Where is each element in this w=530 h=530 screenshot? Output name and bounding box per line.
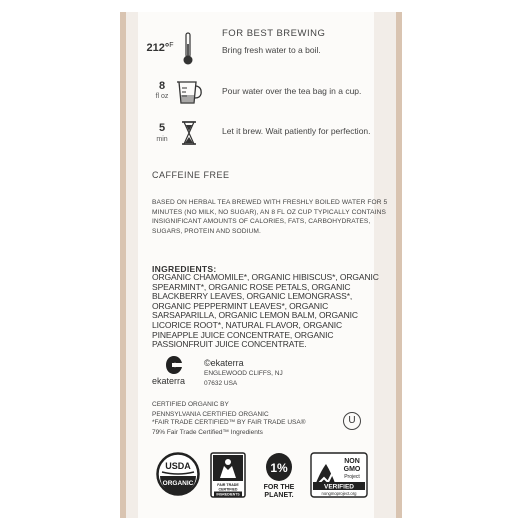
company-name: ©ekaterra	[204, 358, 244, 368]
brewing-heading: FOR BEST BREWING	[222, 28, 326, 39]
temperature-value: 212°$^F$	[146, 42, 174, 54]
measuring-cup-icon	[174, 78, 204, 106]
svg-text:CERTIFIED: CERTIFIED	[218, 487, 238, 492]
nutrition-note: BASED ON HERBAL TEA BREWED WITH FRESHLY BOILED WATER FOR 5 MINUTES (NO MILK, NO SUGAR), AN 8 FL OZ CUP TYPICALLY CONTAINS INSIGNIFICANT AMOUNTS OF CALORIES, FATS, CARBOHYDRATES, SUGARS, PROTEIN AND SODIUM.	[152, 199, 388, 235]
svg-text:INGREDIENTS: INGREDIENTS	[216, 492, 240, 497]
time-unit: min	[156, 136, 168, 143]
svg-text:FAIR TRADE: FAIR TRADE	[217, 483, 239, 487]
fair-line-1: *FAIR TRADE CERTIFIED™ BY FAIR TRADE USA®	[152, 419, 306, 426]
cert-line-1: CERTIFIED ORGANIC BY	[152, 401, 229, 408]
svg-text:1%: 1%	[270, 461, 288, 475]
volume-value: 8	[158, 80, 166, 92]
ingredients-title: INGREDIENTS:	[152, 264, 217, 274]
ekaterra-logo-icon	[165, 355, 183, 375]
svg-text:ORGANIC: ORGANIC	[162, 480, 194, 487]
ekaterra-wordmark: ekaterra	[152, 376, 186, 386]
volume-unit: fl oz	[155, 93, 169, 100]
svg-text:nongmoproject.org: nongmoproject.org	[321, 491, 357, 496]
time-value: 5	[158, 122, 166, 134]
svg-text:USDA: USDA	[165, 461, 191, 471]
usda-organic-seal-icon	[156, 452, 200, 496]
svg-text:NON: NON	[344, 458, 360, 465]
hourglass-icon	[180, 120, 198, 146]
svg-text:VERIFIED: VERIFIED	[324, 483, 354, 491]
address-line-1: ENGLEWOOD CLIFFS, NJ	[204, 370, 283, 377]
organic-certification	[152, 400, 269, 419]
fair-line-2: 79% Fair Trade Certified™ Ingredients	[152, 428, 263, 436]
address-line-2: 07632 USA	[204, 379, 238, 387]
caffeine-free-label: CAFFEINE FREE	[152, 170, 230, 180]
kosher-symbol-icon: U	[343, 412, 361, 430]
step-brew-text: Let it brew. Wait patiently for perfection.	[222, 126, 371, 136]
svg-text:PLANET.: PLANET.	[264, 492, 294, 498]
fair-trade-note	[152, 418, 305, 437]
non-gmo-project-verified-icon	[310, 452, 368, 498]
svg-text:Project: Project	[344, 474, 360, 480]
thermometer-icon	[182, 32, 194, 66]
ingredients-list: ORGANIC CHAMOMILE*, ORGANIC HIBISCUS*, ORGANIC SPEARMINT*, ORGANIC ROSE PETALS, ORGANIC BLACKBERRY LEAVES, ORGANIC LEMONGRASS*, ORGANIC PEPPERMINT LEAVES*, ORGANIC SARSAPARILLA, ORGANIC LEMON BALM, ORGANIC LICORICE ROOT*, NATURAL FLAVOR, ORGANIC PINEAPPLE JUICE CONCENTRATE, ORGANIC PASSIONFRUIT JUICE CONCENTRATE.	[152, 272, 379, 350]
one-percent-for-the-planet-icon	[258, 452, 300, 498]
svg-text:GMO: GMO	[343, 466, 361, 473]
step-boil-text: Bring fresh water to a boil.	[222, 45, 321, 55]
fair-trade-certified-badge-icon	[210, 452, 246, 498]
svg-text:FOR THE: FOR THE	[263, 484, 295, 491]
step-pour-text: Pour water over the tea bag in a cup.	[222, 86, 362, 96]
company-address	[204, 369, 283, 388]
cert-line-2: PENNSYLVANIA CERTIFIED ORGANIC	[152, 410, 269, 418]
